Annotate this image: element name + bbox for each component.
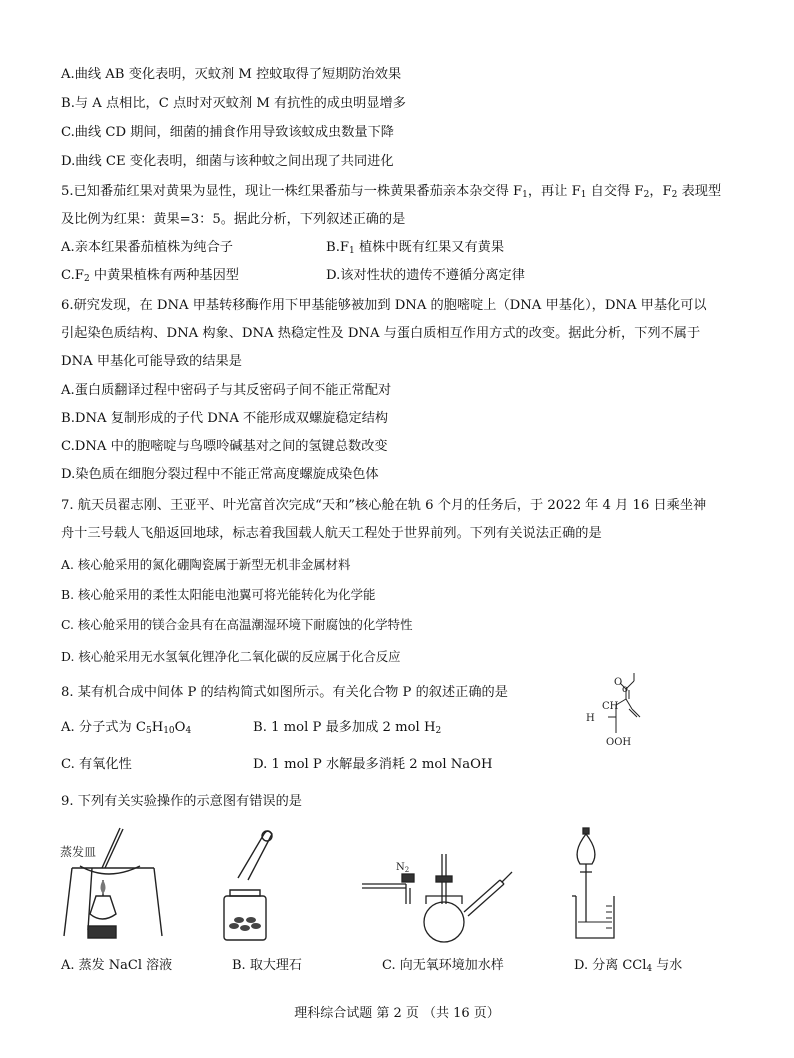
q5-option-c: $C.F_2$ 中黄果植株有两种基因型 — [61, 268, 239, 284]
carbonyl-o-label: o — [622, 684, 629, 695]
q6-stem-line2: 引起染色质结构、DNA 构象、DNA 热稳定性及 DNA 与蛋白质相互作用方式的改变。据此分析，下列不属于 — [61, 326, 701, 341]
q5-option-a: A.亲本红果番茄植株为纯合子 — [61, 240, 233, 255]
glass-rod — [102, 828, 120, 868]
q8-stem: 8. 某有机合成中间体 P 的结构简式如图所示。有关化合物 P 的叙述正确的是 — [61, 685, 508, 700]
beaker — [576, 896, 614, 938]
q6-stem-line3: DNA 甲基化可能导致的结果是 — [61, 354, 242, 369]
syringe — [464, 880, 500, 912]
q8-option-c: C. 有氧化性 — [61, 757, 132, 772]
page-footer: 理科综合试题 第 2 页 （共 16 页） — [294, 1006, 500, 1021]
evaporating-dish — [80, 866, 140, 874]
q9-caption-a: A. 蒸发 NaCl 溶液 — [61, 958, 173, 973]
struct-ch-label: CH — [602, 701, 619, 712]
q6-option-b: B.DNA 复制形成的子代 DNA 不能形成双螺旋稳定结构 — [61, 411, 389, 426]
figure-a-evaporation — [58, 826, 168, 944]
figure-c-flask — [360, 826, 520, 944]
q7-stem-line2: 舟十三号载人飞船返回地球，标志着我国载人航天工程处于世界前列。下列有关说法正确的是 — [61, 526, 602, 541]
jar-neck — [230, 890, 260, 896]
q8-option-a: A. 分子式为 $C_5H_{10}O_4$ — [61, 720, 192, 736]
alcohol-lamp — [90, 896, 116, 919]
lamp-stand — [88, 926, 116, 938]
marble-pieces-icon — [229, 917, 261, 931]
q5-option-b: $B.F_1$ 植株中既有红果又有黄果 — [326, 240, 505, 256]
q7-option-a: A. 核心舱采用的氮化硼陶瓷属于新型无机非金属材料 — [61, 557, 351, 572]
struct-ooh-label: OOH — [606, 737, 632, 748]
q7-stem-line1: 7. 航天员翟志刚、王亚平、叶光富首次完成“天和”核心舱在轨 6 个月的任务后，于 2022 年 4 月 16 日乘坐神 — [61, 498, 707, 513]
ester-oxygen-label: O — [614, 677, 623, 688]
figure-d-separatory-funnel — [566, 826, 646, 944]
q5-option-d: D.该对性状的遗传不遵循分离定律 — [326, 268, 525, 283]
q8-option-d: D. 1 mol P 水解最多消耗 2 mol NaOH — [253, 757, 493, 772]
q7-option-d: D. 核心舱采用无水氢氧化锂净化二氧化碳的反应属于化合反应 — [61, 649, 401, 664]
wide-mouth-jar — [224, 896, 266, 940]
q6-option-d: D.染色质在细胞分裂过程中不能正常高度螺旋成染色体 — [61, 467, 379, 482]
q6-stem-line1: 6.研究发现，在 DNA 甲基转移酶作用下甲基能够被加到 DNA 的胞嘧啶上（DNA 甲基化），DNA 甲基化可以 — [61, 298, 707, 313]
q6-option-a: A.蛋白质翻译过程中密码子与其反密码子间不能正常配对 — [61, 383, 392, 398]
q4-option-b: B.与 A 点相比，C 点时对灭蚊剂 M 有抗性的成虫明显增多 — [61, 96, 406, 111]
q9-caption-b: B. 取大理石 — [232, 958, 302, 973]
q7-option-b: B. 核心舱采用的柔性太阳能电池翼可将光能转化为化学能 — [61, 587, 376, 602]
funnel-body — [577, 834, 595, 864]
q6-option-c: C.DNA 中的胞嘧啶与鸟嘌呤碱基对之间的氢键总数改变 — [61, 439, 388, 454]
flame-icon — [101, 880, 106, 894]
struct-h-label: H — [586, 713, 595, 724]
q9-stem: 9. 下列有关实验操作的示意图有错误的是 — [61, 794, 302, 809]
q4-option-d: D.曲线 CE 变化表明，细菌与该种蚊之间出现了共同进化 — [61, 154, 394, 169]
q4-option-c: C.曲线 CD 期间，细菌的捕食作用导致该蚊成虫数量下降 — [61, 125, 394, 140]
beaker-liquid-lines — [578, 906, 612, 928]
fig-a-dish-label: 蒸发皿 — [60, 845, 97, 859]
q9-caption-d: D. 分离 CCl$_4$ 与水 — [574, 958, 683, 974]
q7-option-c: C. 核心舱采用的镁合金具有在高温潮湿环境下耐腐蚀的化学特性 — [61, 617, 413, 632]
compound-p-structure — [578, 665, 678, 765]
q4-option-a: A.曲线 AB 变化表明，灭蚊剂 M 控蚊取得了短期防治效果 — [61, 67, 402, 82]
q5-stem-line2: 及比例为红果：黄果=3：5。据此分析，下列叙述正确的是 — [61, 212, 406, 227]
three-neck-flask — [424, 902, 464, 942]
q5-stem-line1: 5.已知番茄红果对黄果为显性，现让一株红果番茄与一株黄果番茄亲本杂交得 $F_1$，再让 $F_1$ 自交得 $F_2$，$F_2$ 表现型 — [61, 184, 722, 200]
q8-option-b: B. 1 mol P 最多加成 2 mol $H_2$ — [253, 720, 442, 736]
crucible-tongs — [238, 831, 272, 880]
q9-caption-c: C. 向无氧环境加水样 — [382, 958, 504, 973]
figure-b-marble — [218, 826, 288, 944]
fig-c-n2-label: $N_2$ — [396, 862, 410, 874]
